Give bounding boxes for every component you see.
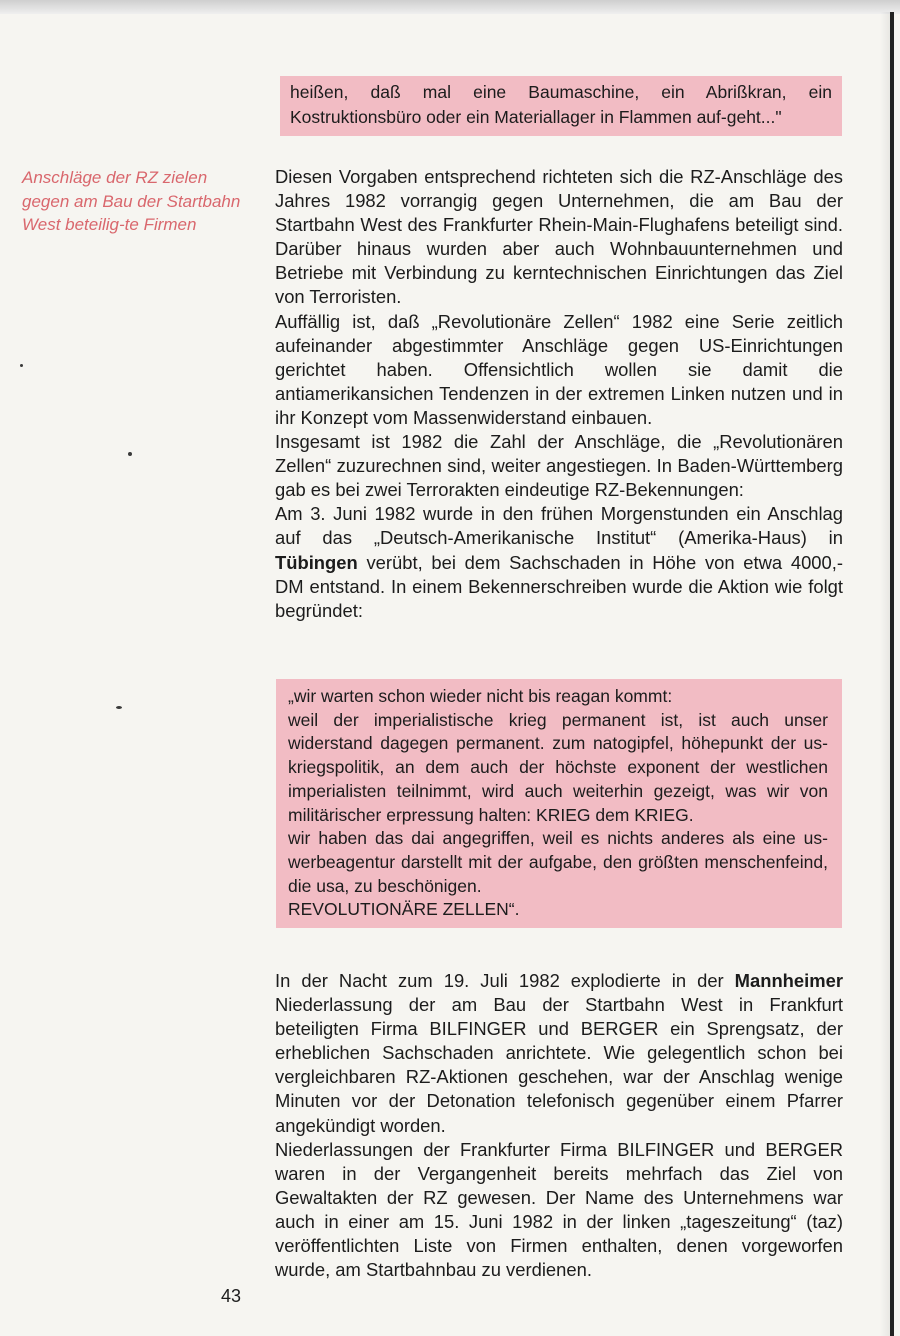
- scan-top-edge: [0, 0, 900, 14]
- text-run: In der Nacht zum 19. Juli 1982 explodierte in der: [275, 970, 735, 991]
- quote-signature: REVOLUTIONÄRE ZELLEN“.: [288, 899, 520, 920]
- paragraph: Niederlassungen der Frankfurter Firma BILFINGER und BERGER waren in der Vergangenheit bereits mehrfach das Ziel von Gewaltakten der RZ gewesen. Der Name des Unternehmens war auch in einer am 15. Juni 1982 in der linken „tageszeitung“ (taz) veröffentlichten Liste von Firmen enthalten, denen vorgeworfen wurde, am Startbahnbau zu verdienen.: [275, 1138, 843, 1281]
- paragraph-mannheim: [275, 969, 843, 1138]
- page-number: 43: [221, 1286, 242, 1306]
- scan-speck: [116, 706, 122, 709]
- highlighted-quote-continuation: heißen, daß mal eine Baumaschine, ein Abrißkran, ein Kostruktionsbüro oder ein Materiallager in Flammen auf-geht...": [280, 76, 842, 136]
- text-run: Am 3. Juni 1982 wurde in den frühen Morgenstunden ein Anschlag auf das „Deutsch-Amerikanische Institut“ (Amerika-Haus) in: [275, 503, 843, 549]
- paragraph: Auffällig ist, daß „Revolutionäre Zellen“ 1982 eine Serie zeitlich aufeinander abgestimmter Anschläge gegen US-Einrichtungen gerichtet haben. Offensichtlich wollen sie damit die antiamerikansichen Tendenzen in der extremen Linken nutzen und in ihr Konzept vom Massenwiderstand einbauen.: [275, 310, 843, 428]
- quote-line: weil der imperialistische krieg permanent ist, ist auch unser widerstand dagegen permanent. zum natogipfel, höhepunkt der us-kriegspolitik, an dem auch der höchste exponent der westlichen imperialisten teilnimmt, wird auch weiterhin gezeigt, was wir von militärischer erpressung halten: KRIEG dem KRIEG.: [288, 709, 828, 825]
- margin-note: Anschläge der RZ zielen gegen am Bau der Startbahn West beteilig-te Firmen: [22, 168, 241, 235]
- quote-line: wir haben das dai angegriffen, weil es nichts anderes als eine us-werbeagentur darstellt mit der aufgabe, den größten menschenfeind, die usa, zu beschönigen.: [288, 828, 828, 896]
- text-run: Niederlassung der am Bau der Startbahn West in Frankfurt beteiligten Firma BILFINGER und BERGER ein Sprengsatz, der erheblichen Sachschaden anrichtete. Wie gelegentlich schon bei vergleichbaren RZ-Aktionen geschehen, war der Anschlag wenige Minuten vor der Detonation telefonisch gegenüber einem Pfarrer angekündigt worden.: [275, 994, 843, 1136]
- city-name-bold: Mannheimer: [734, 970, 843, 991]
- page-gutter-shadow: [880, 12, 890, 1336]
- main-text-block-2: [275, 969, 843, 1282]
- paragraph: Diesen Vorgaben entsprechend richteten sich die RZ-Anschläge des Jahres 1982 vorrangig gegen Unternehmen, die am Bau der Startbahn West des Frankfurter Rhein-Main-Flughafens beteiligt sind. Darüber hinaus wurden aber auch Wohnbauunternehmen und Betriebe mit Verbindung zu kerntechnischen Einrichtungen das Ziel von Terroristen.: [275, 166, 843, 308]
- main-text-block-1: [275, 165, 843, 623]
- scan-speck: [20, 364, 23, 367]
- quote-line: „wir warten schon wieder nicht bis reagan kommt:: [288, 686, 673, 706]
- paragraph-tuebingen: [275, 502, 843, 622]
- text-run: verübt, bei dem Sachschaden in Höhe von etwa 4000,- DM entstand. In einem Bekennerschreiben wurde die Aktion wie folgt begründet:: [275, 551, 843, 621]
- city-name-bold: Tübingen: [275, 551, 358, 573]
- scan-speck: [128, 452, 132, 456]
- page-right-edge: [890, 12, 894, 1336]
- paragraph: Insgesamt ist 1982 die Zahl der Anschläge, die „Revolutionären Zellen“ zuzurechnen sind, weiter angestiegen. In Baden-Württemberg gab es bei zwei Terrorakten eindeutige RZ-Bekennungen:: [275, 431, 843, 501]
- claim-letter-quote: [276, 679, 842, 928]
